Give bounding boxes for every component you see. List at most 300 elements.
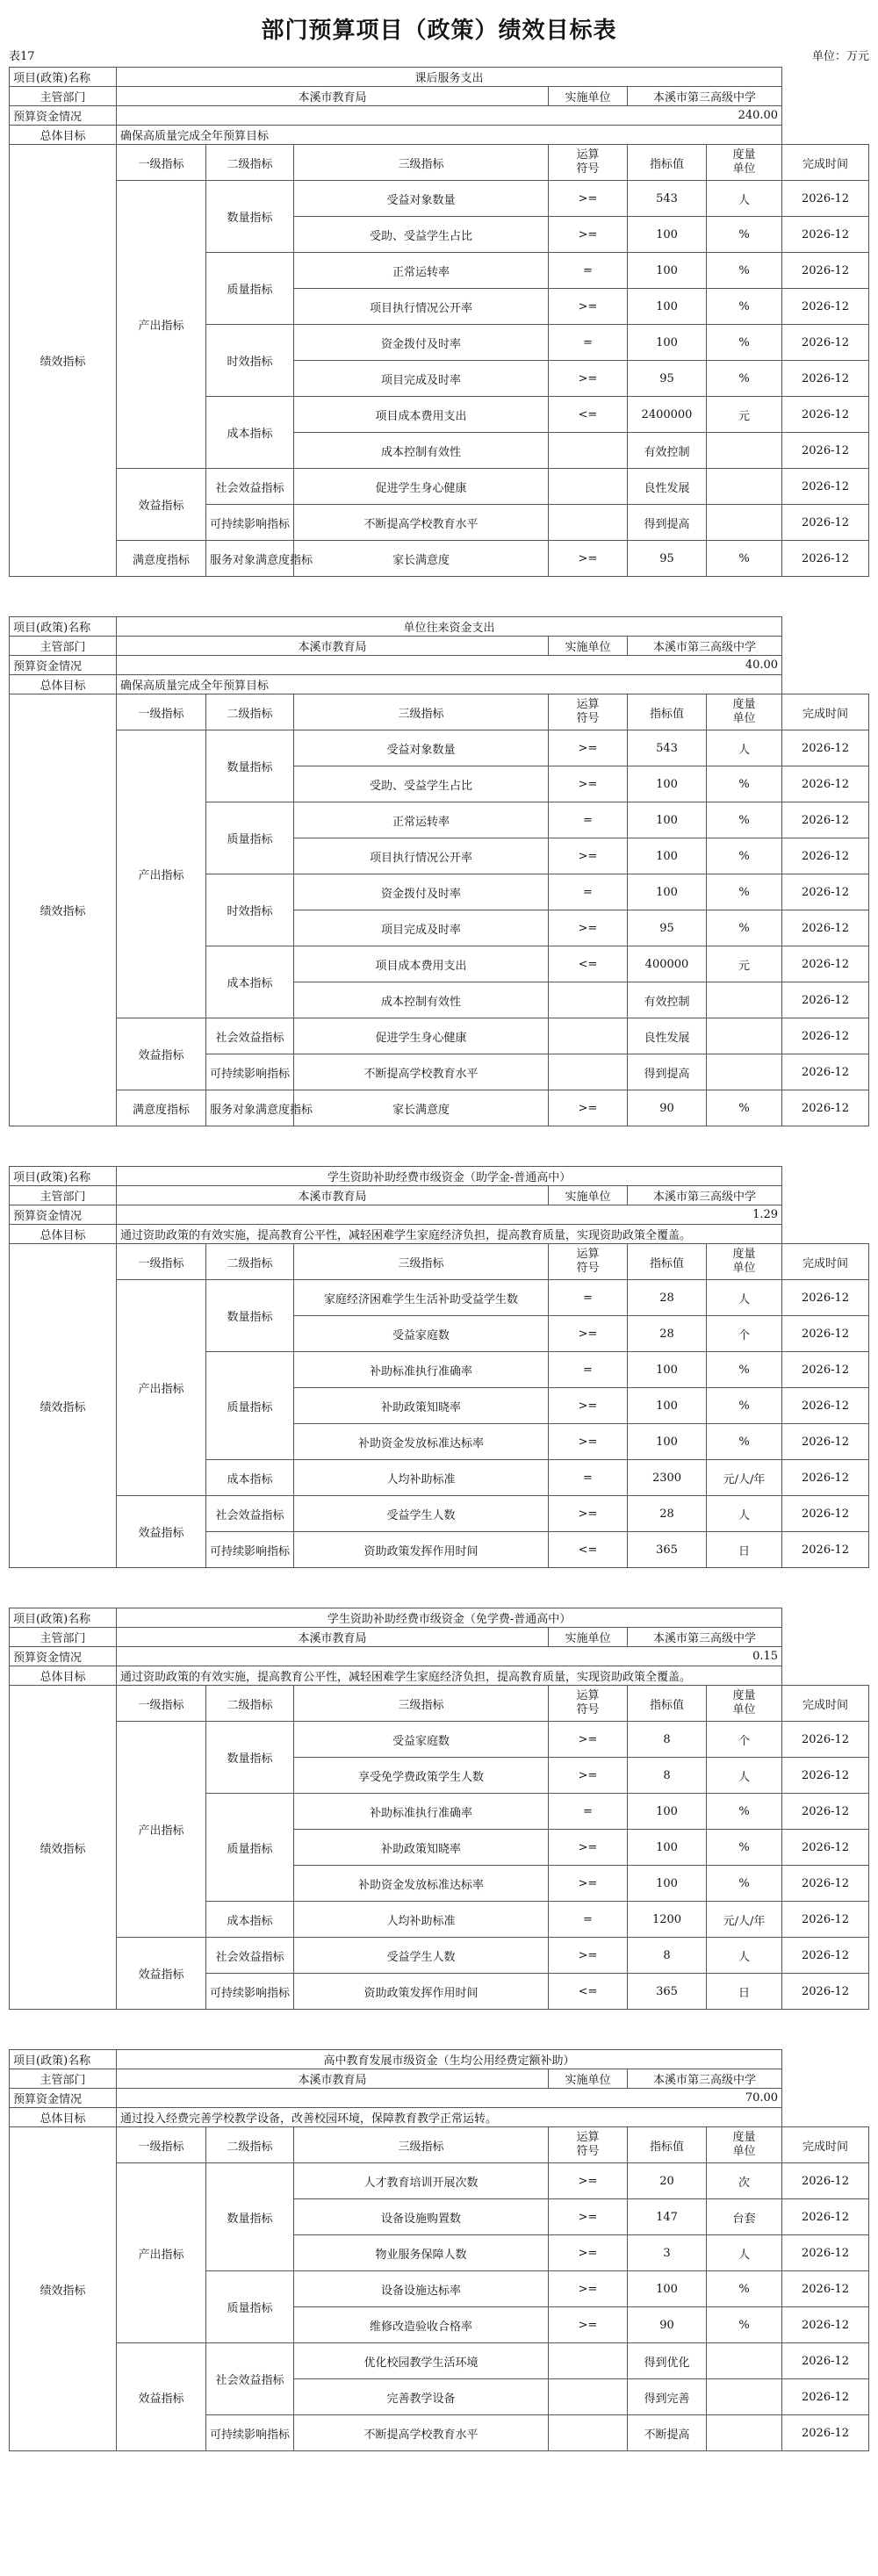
indicator-value: 100 (628, 1388, 707, 1424)
indicator-unit: % (707, 1090, 782, 1126)
project-name-label: 项目(政策)名称 (10, 68, 117, 87)
indicator-time: 2026-12 (782, 946, 869, 982)
header-operator: 运算 符号 (549, 145, 628, 181)
header-operator: 运算 符号 (549, 2127, 628, 2163)
indicator-operator: = (549, 1280, 628, 1316)
goal-label: 总体目标 (10, 1225, 117, 1244)
indicator-unit (707, 433, 782, 469)
project-table (9, 67, 869, 577)
performance-indicators-label: 绩效指标 (10, 2127, 117, 2451)
header-level2: 二级指标 (206, 145, 294, 181)
header-level3: 三级指标 (294, 694, 549, 730)
level3-indicator: 受益对象数量 (294, 181, 549, 217)
level3-indicator: 资助政策发挥作用时间 (294, 1974, 549, 2010)
project-name: 课后服务支出 (117, 68, 782, 87)
header-level2: 二级指标 (206, 694, 294, 730)
level1-indicator: 效益指标 (117, 1938, 206, 2010)
indicator-value: 90 (628, 1090, 707, 1126)
budget-row (10, 1205, 869, 1225)
indicator-header-row (10, 1686, 869, 1722)
indicator-time: 2026-12 (782, 2163, 869, 2199)
indicator-value: 有效控制 (628, 433, 707, 469)
goal-value: 通过投入经费完善学校教学设备，改善校园环境，保障教育教学正常运转。 (117, 2108, 782, 2127)
goal-label: 总体目标 (10, 126, 117, 145)
level2-indicator: 社会效益指标 (206, 1018, 294, 1054)
header-level2: 二级指标 (206, 2127, 294, 2163)
header-operator: 运算 符号 (549, 1686, 628, 1722)
header-level3: 三级指标 (294, 1686, 549, 1722)
level3-indicator: 不断提高学校教育水平 (294, 1054, 549, 1090)
indicator-unit (707, 1018, 782, 1054)
indicator-operator: >= (549, 181, 628, 217)
indicator-operator: <= (549, 1532, 628, 1568)
level2-indicator: 质量指标 (206, 1352, 294, 1460)
level3-indicator: 受益对象数量 (294, 730, 549, 766)
performance-indicators-label: 绩效指标 (10, 694, 117, 1126)
goal-value: 确保高质量完成全年预算目标 (117, 675, 782, 694)
level3-indicator: 完善教学设备 (294, 2379, 549, 2415)
indicator-time: 2026-12 (782, 1866, 869, 1902)
header-level3: 三级指标 (294, 1244, 549, 1280)
header-operator: 运算 符号 (549, 694, 628, 730)
indicator-unit: % (707, 1352, 782, 1388)
indicator-operator (549, 1018, 628, 1054)
indicator-time: 2026-12 (782, 1902, 869, 1938)
indicator-time: 2026-12 (782, 1054, 869, 1090)
level3-indicator: 资助政策发挥作用时间 (294, 1532, 549, 1568)
goal-row (10, 675, 869, 694)
level3-indicator: 受益学生人数 (294, 1938, 549, 1974)
indicator-operator (549, 469, 628, 505)
indicator-header-row (10, 694, 869, 730)
level2-indicator: 社会效益指标 (206, 2343, 294, 2415)
indicator-value: 2300 (628, 1460, 707, 1496)
header-unit: 度量 单位 (707, 1244, 782, 1280)
level3-indicator: 家庭经济困难学生生活补助受益学生数 (294, 1280, 549, 1316)
indicator-value: 543 (628, 730, 707, 766)
indicator-unit: 人 (707, 730, 782, 766)
indicator-unit: % (707, 1794, 782, 1830)
indicator-operator: >= (549, 730, 628, 766)
project-name-row (10, 1167, 869, 1186)
goal-label: 总体目标 (10, 1666, 117, 1686)
dept-label: 主管部门 (10, 1628, 117, 1647)
indicator-time: 2026-12 (782, 289, 869, 325)
level1-indicator: 产出指标 (117, 1280, 206, 1496)
indicator-time: 2026-12 (782, 1974, 869, 2010)
table-gap (9, 1126, 869, 1166)
indicator-unit: 人 (707, 1280, 782, 1316)
indicator-unit: % (707, 1424, 782, 1460)
indicator-value: 20 (628, 2163, 707, 2199)
level3-indicator: 优化校园教学生活环境 (294, 2343, 549, 2379)
dept-label: 主管部门 (10, 87, 117, 106)
goal-row (10, 1225, 869, 1244)
indicator-operator: >= (549, 361, 628, 397)
indicator-value: 100 (628, 289, 707, 325)
indicator-unit: % (707, 253, 782, 289)
level3-indicator: 项目执行情况公开率 (294, 289, 549, 325)
dept-value: 本溪市教育局 (117, 2069, 549, 2089)
budget-value: 40.00 (117, 656, 782, 675)
indicator-time: 2026-12 (782, 874, 869, 910)
indicator-unit: 人 (707, 181, 782, 217)
level3-indicator: 补助标准执行准确率 (294, 1794, 549, 1830)
level1-indicator: 满意度指标 (117, 1090, 206, 1126)
dept-value: 本溪市教育局 (117, 1186, 549, 1205)
indicator-row (10, 1938, 869, 1974)
project-name-label: 项目(政策)名称 (10, 1167, 117, 1186)
impl-unit-label: 实施单位 (549, 1186, 628, 1205)
level3-indicator: 补助资金发放标准达标率 (294, 1424, 549, 1460)
indicator-operator: >= (549, 1316, 628, 1352)
level2-indicator: 可持续影响指标 (206, 1974, 294, 2010)
indicator-operator: >= (549, 1830, 628, 1866)
budget-label: 预算资金情况 (10, 1205, 117, 1225)
impl-unit-value: 本溪市第三高级中学 (628, 1628, 782, 1647)
level3-indicator: 物业服务保障人数 (294, 2235, 549, 2271)
indicator-operator: >= (549, 838, 628, 874)
indicator-unit: % (707, 910, 782, 946)
header-value: 指标值 (628, 2127, 707, 2163)
header-level1: 一级指标 (117, 2127, 206, 2163)
level3-indicator: 家长满意度 (294, 1090, 549, 1126)
level2-indicator: 质量指标 (206, 802, 294, 874)
indicator-row (10, 2163, 869, 2199)
level2-indicator: 质量指标 (206, 253, 294, 325)
indicator-row (10, 1280, 869, 1316)
indicator-time: 2026-12 (782, 2199, 869, 2235)
indicator-unit: 日 (707, 1974, 782, 2010)
project-name-label: 项目(政策)名称 (10, 1608, 117, 1628)
indicator-value: 得到提高 (628, 505, 707, 541)
budget-label: 预算资金情况 (10, 106, 117, 126)
indicator-time: 2026-12 (782, 766, 869, 802)
indicator-header-row (10, 145, 869, 181)
impl-unit-label: 实施单位 (549, 87, 628, 106)
level2-indicator: 时效指标 (206, 874, 294, 946)
indicator-operator (549, 1054, 628, 1090)
level3-indicator: 促进学生身心健康 (294, 469, 549, 505)
project-name-label: 项目(政策)名称 (10, 617, 117, 637)
header-level1: 一级指标 (117, 145, 206, 181)
project-name-row (10, 1608, 869, 1628)
indicator-unit: 个 (707, 1316, 782, 1352)
indicator-value: 良性发展 (628, 469, 707, 505)
indicator-operator: = (549, 874, 628, 910)
project-name-row (10, 68, 869, 87)
budget-label: 预算资金情况 (10, 1647, 117, 1666)
indicator-value: 100 (628, 1866, 707, 1902)
level3-indicator: 受益家庭数 (294, 1722, 549, 1758)
indicator-time: 2026-12 (782, 1424, 869, 1460)
header-level2: 二级指标 (206, 1686, 294, 1722)
level3-indicator: 补助政策知晓率 (294, 1388, 549, 1424)
indicator-value: 得到完善 (628, 2379, 707, 2415)
level2-indicator: 数量指标 (206, 181, 294, 253)
project-name: 学生资助补助经费市级资金（助学金-普通高中） (117, 1167, 782, 1186)
level3-indicator: 受助、受益学生占比 (294, 217, 549, 253)
header-level1: 一级指标 (117, 694, 206, 730)
level2-indicator: 服务对象满意度指标 (206, 541, 294, 577)
level2-indicator: 质量指标 (206, 2271, 294, 2343)
level2-indicator: 成本指标 (206, 397, 294, 469)
level2-indicator: 质量指标 (206, 1794, 294, 1902)
level1-indicator: 产出指标 (117, 730, 206, 1018)
indicator-unit (707, 2415, 782, 2451)
dept-label: 主管部门 (10, 637, 117, 656)
indicator-time: 2026-12 (782, 1460, 869, 1496)
project-tables (9, 67, 869, 2451)
level3-indicator: 享受免学费政策学生人数 (294, 1758, 549, 1794)
goal-value: 确保高质量完成全年预算目标 (117, 126, 782, 145)
header-level3: 三级指标 (294, 145, 549, 181)
indicator-time: 2026-12 (782, 505, 869, 541)
level3-indicator: 项目执行情况公开率 (294, 838, 549, 874)
level1-indicator: 效益指标 (117, 469, 206, 541)
indicator-time: 2026-12 (782, 1352, 869, 1388)
level2-indicator: 成本指标 (206, 1460, 294, 1496)
indicator-value: 100 (628, 1794, 707, 1830)
indicator-unit: % (707, 2307, 782, 2343)
indicator-operator: >= (549, 910, 628, 946)
impl-unit-label: 实施单位 (549, 2069, 628, 2089)
project-table (9, 2049, 869, 2451)
indicator-unit: 人 (707, 1938, 782, 1974)
indicator-value: 95 (628, 361, 707, 397)
indicator-time: 2026-12 (782, 1316, 869, 1352)
indicator-unit: 日 (707, 1532, 782, 1568)
level2-indicator: 时效指标 (206, 325, 294, 397)
indicator-operator: >= (549, 2271, 628, 2307)
indicator-unit: % (707, 766, 782, 802)
indicator-value: 良性发展 (628, 1018, 707, 1054)
indicator-time: 2026-12 (782, 1018, 869, 1054)
dept-row (10, 1186, 869, 1205)
level3-indicator: 项目成本费用支出 (294, 946, 549, 982)
indicator-value: 100 (628, 217, 707, 253)
indicator-operator: >= (549, 2199, 628, 2235)
indicator-operator: >= (549, 1424, 628, 1460)
indicator-unit (707, 1054, 782, 1090)
goal-label: 总体目标 (10, 675, 117, 694)
dept-row (10, 1628, 869, 1647)
header-operator: 运算 符号 (549, 1244, 628, 1280)
budget-row (10, 1647, 869, 1666)
project-name-label: 项目(政策)名称 (10, 2050, 117, 2069)
goal-label: 总体目标 (10, 2108, 117, 2127)
indicator-operator: >= (549, 1496, 628, 1532)
indicator-time: 2026-12 (782, 361, 869, 397)
indicator-time: 2026-12 (782, 217, 869, 253)
indicator-row (10, 2343, 869, 2379)
level3-indicator: 项目完成及时率 (294, 910, 549, 946)
dept-row (10, 637, 869, 656)
level3-indicator: 设备设施购置数 (294, 2199, 549, 2235)
indicator-value: 100 (628, 1830, 707, 1866)
project-table (9, 1608, 869, 2010)
indicator-value: 8 (628, 1758, 707, 1794)
level2-indicator: 可持续影响指标 (206, 2415, 294, 2451)
header-level1: 一级指标 (117, 1244, 206, 1280)
indicator-time: 2026-12 (782, 469, 869, 505)
indicator-value: 95 (628, 910, 707, 946)
indicator-time: 2026-12 (782, 253, 869, 289)
level3-indicator: 维修改造验收合格率 (294, 2307, 549, 2343)
indicator-operator: = (549, 325, 628, 361)
level3-indicator: 受助、受益学生占比 (294, 766, 549, 802)
level3-indicator: 补助资金发放标准达标率 (294, 1866, 549, 1902)
indicator-value: 100 (628, 325, 707, 361)
level2-indicator: 社会效益指标 (206, 1496, 294, 1532)
indicator-time: 2026-12 (782, 730, 869, 766)
document-meta (9, 47, 869, 67)
indicator-value: 得到优化 (628, 2343, 707, 2379)
level2-indicator: 服务对象满意度指标 (206, 1090, 294, 1126)
indicator-operator: = (549, 802, 628, 838)
level2-indicator: 数量指标 (206, 1722, 294, 1794)
indicator-value: 365 (628, 1532, 707, 1568)
indicator-row (10, 181, 869, 217)
header-unit: 度量 单位 (707, 1686, 782, 1722)
indicator-unit (707, 469, 782, 505)
indicator-unit: % (707, 541, 782, 577)
level3-indicator: 人均补助标准 (294, 1460, 549, 1496)
indicator-time: 2026-12 (782, 2343, 869, 2379)
header-unit: 度量 单位 (707, 694, 782, 730)
indicator-operator: >= (549, 766, 628, 802)
header-time: 完成时间 (782, 145, 869, 181)
indicator-time: 2026-12 (782, 1830, 869, 1866)
indicator-value: 100 (628, 766, 707, 802)
goal-row (10, 2108, 869, 2127)
indicator-row (10, 1722, 869, 1758)
header-level3: 三级指标 (294, 2127, 549, 2163)
performance-indicators-label: 绩效指标 (10, 145, 117, 577)
level3-indicator: 项目完成及时率 (294, 361, 549, 397)
level2-indicator: 可持续影响指标 (206, 1532, 294, 1568)
level2-indicator: 可持续影响指标 (206, 1054, 294, 1090)
header-unit: 度量 单位 (707, 2127, 782, 2163)
project-name: 学生资助补助经费市级资金（免学费-普通高中） (117, 1608, 782, 1628)
impl-unit-value: 本溪市第三高级中学 (628, 1186, 782, 1205)
header-value: 指标值 (628, 1244, 707, 1280)
indicator-operator: >= (549, 1758, 628, 1794)
indicator-time: 2026-12 (782, 433, 869, 469)
level3-indicator: 不断提高学校教育水平 (294, 505, 549, 541)
indicator-unit: 次 (707, 2163, 782, 2199)
indicator-value: 3 (628, 2235, 707, 2271)
indicator-operator: = (549, 253, 628, 289)
table-gap (9, 1568, 869, 1608)
indicator-operator: >= (549, 2307, 628, 2343)
level1-indicator: 产出指标 (117, 1722, 206, 1938)
indicator-time: 2026-12 (782, 802, 869, 838)
table-number: 表17 (9, 50, 35, 63)
indicator-unit: 元 (707, 946, 782, 982)
indicator-time: 2026-12 (782, 1794, 869, 1830)
budget-label: 预算资金情况 (10, 656, 117, 675)
indicator-value: 95 (628, 541, 707, 577)
indicator-unit: % (707, 361, 782, 397)
budget-row (10, 656, 869, 675)
indicator-operator: <= (549, 1974, 628, 2010)
indicator-time: 2026-12 (782, 181, 869, 217)
level3-indicator: 资金拨付及时率 (294, 325, 549, 361)
indicator-time: 2026-12 (782, 1090, 869, 1126)
level3-indicator: 正常运转率 (294, 253, 549, 289)
budget-value: 1.29 (117, 1205, 782, 1225)
indicator-time: 2026-12 (782, 1388, 869, 1424)
indicator-unit (707, 982, 782, 1018)
budget-value: 70.00 (117, 2089, 782, 2108)
indicator-operator: >= (549, 1938, 628, 1974)
level1-indicator: 产出指标 (117, 181, 206, 469)
indicator-operator: >= (549, 1866, 628, 1902)
indicator-value: 得到提高 (628, 1054, 707, 1090)
indicator-unit: % (707, 289, 782, 325)
indicator-time: 2026-12 (782, 1758, 869, 1794)
indicator-time: 2026-12 (782, 1532, 869, 1568)
budget-value: 0.15 (117, 1647, 782, 1666)
indicator-operator (549, 2343, 628, 2379)
level1-indicator: 效益指标 (117, 1018, 206, 1090)
goal-row (10, 126, 869, 145)
indicator-operator (549, 982, 628, 1018)
indicator-value: 100 (628, 838, 707, 874)
indicator-time: 2026-12 (782, 2271, 869, 2307)
indicator-unit: % (707, 838, 782, 874)
indicator-unit: % (707, 2271, 782, 2307)
level3-indicator: 促进学生身心健康 (294, 1018, 549, 1054)
indicator-unit: % (707, 802, 782, 838)
level2-indicator: 成本指标 (206, 946, 294, 1018)
indicator-value: 28 (628, 1316, 707, 1352)
indicator-unit: % (707, 1830, 782, 1866)
indicator-row (10, 469, 869, 505)
indicator-unit: % (707, 1866, 782, 1902)
indicator-unit: 人 (707, 1496, 782, 1532)
indicator-operator: = (549, 1902, 628, 1938)
indicator-value: 100 (628, 253, 707, 289)
indicator-unit (707, 2379, 782, 2415)
indicator-value: 8 (628, 1722, 707, 1758)
dept-value: 本溪市教育局 (117, 87, 549, 106)
indicator-row (10, 541, 869, 577)
indicator-operator: <= (549, 397, 628, 433)
level3-indicator: 人才教育培训开展次数 (294, 2163, 549, 2199)
indicator-time: 2026-12 (782, 2415, 869, 2451)
level2-indicator: 数量指标 (206, 730, 294, 802)
level3-indicator: 补助标准执行准确率 (294, 1352, 549, 1388)
impl-unit-value: 本溪市第三高级中学 (628, 637, 782, 656)
project-name: 高中教育发展市级资金（生均公用经费定额补助） (117, 2050, 782, 2069)
level3-indicator: 家长满意度 (294, 541, 549, 577)
indicator-time: 2026-12 (782, 541, 869, 577)
level3-indicator: 成本控制有效性 (294, 982, 549, 1018)
indicator-value: 90 (628, 2307, 707, 2343)
level3-indicator: 成本控制有效性 (294, 433, 549, 469)
goal-value: 通过资助政策的有效实施，提高教育公平性，减轻困难学生家庭经济负担，提高教育质量，实现资助政策全覆盖。 (117, 1666, 782, 1686)
indicator-operator: >= (549, 1090, 628, 1126)
impl-unit-label: 实施单位 (549, 1628, 628, 1647)
indicator-time: 2026-12 (782, 1938, 869, 1974)
level3-indicator: 项目成本费用支出 (294, 397, 549, 433)
indicator-operator: >= (549, 541, 628, 577)
level2-indicator: 数量指标 (206, 1280, 294, 1352)
dept-row (10, 87, 869, 106)
level3-indicator: 不断提高学校教育水平 (294, 2415, 549, 2451)
